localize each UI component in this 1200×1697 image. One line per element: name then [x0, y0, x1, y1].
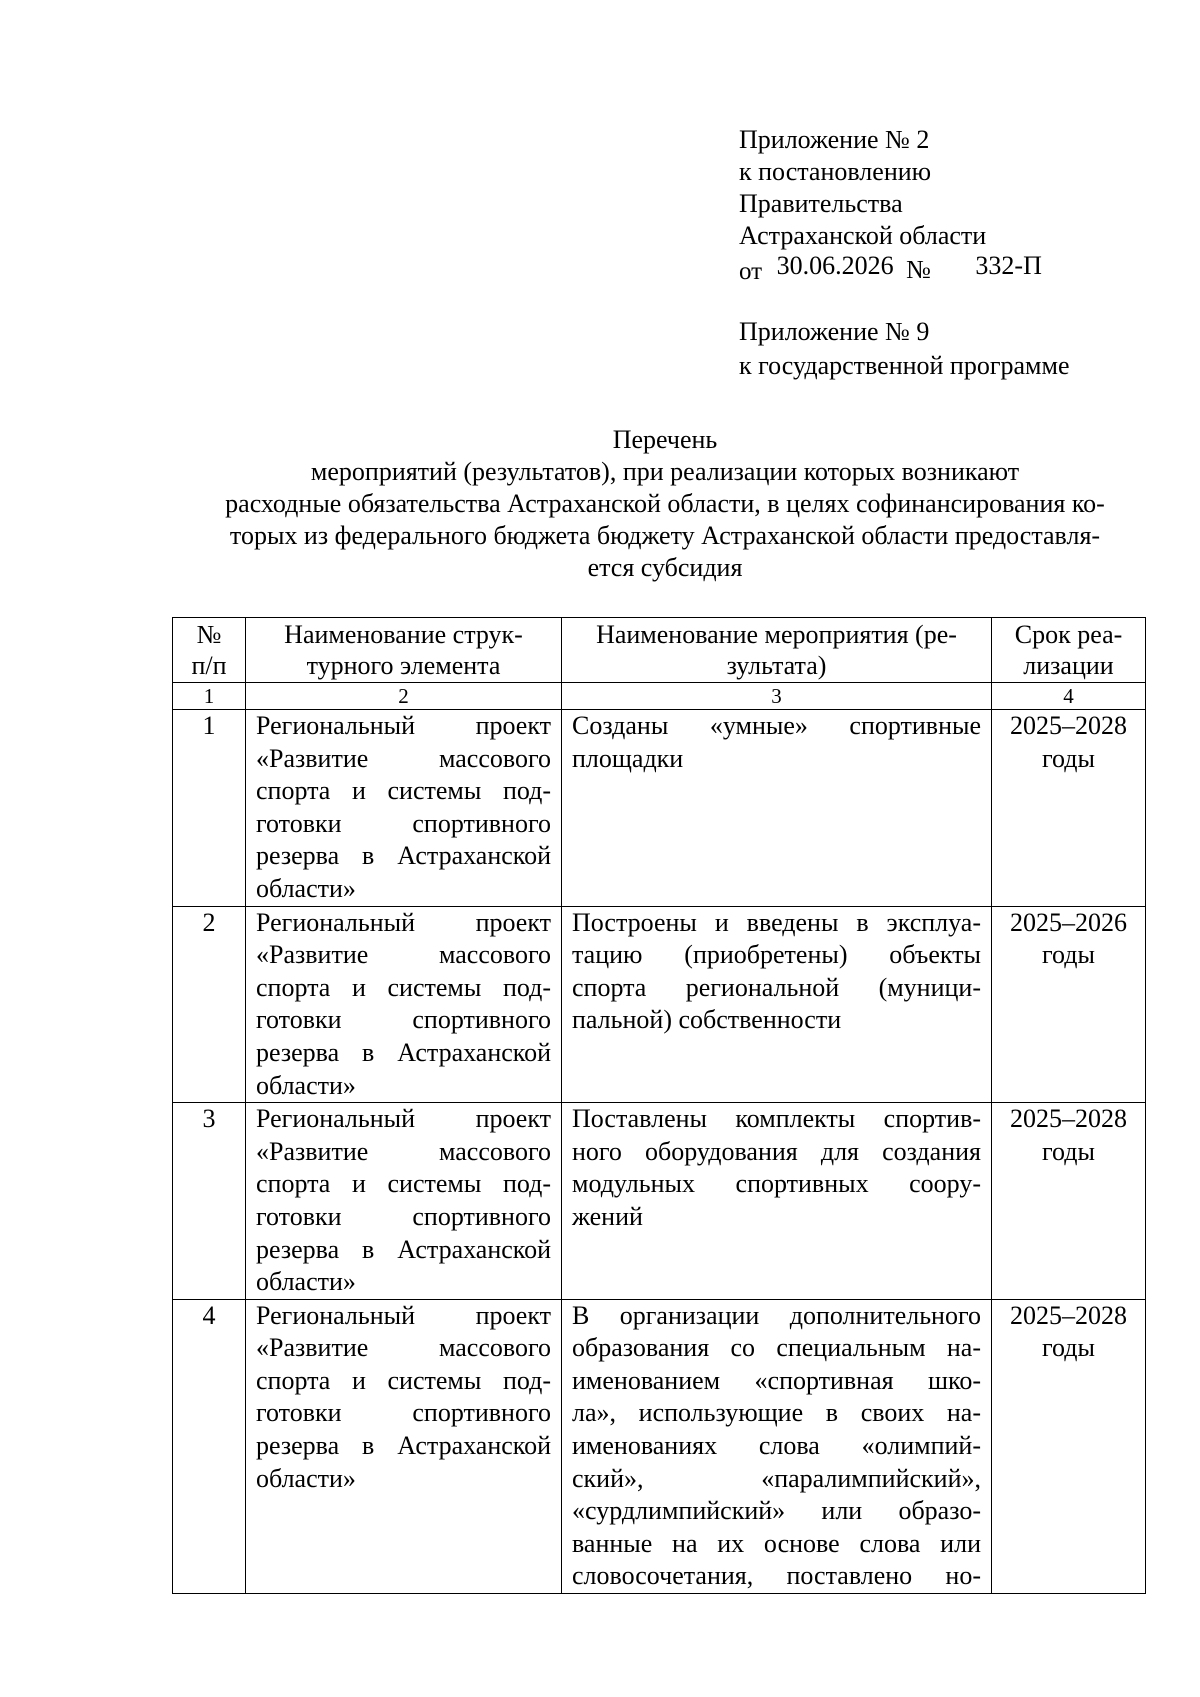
table-row — [173, 710, 1146, 907]
row-number-cell — [173, 1299, 246, 1593]
structural-element-line: готовки спортивного — [256, 1005, 551, 1035]
structural-element-line: области» — [256, 1070, 356, 1100]
row-number: 2 — [202, 907, 216, 937]
structural-element-line: резерва в Астраханской — [256, 1234, 551, 1264]
header-cell-measure — [562, 618, 992, 683]
structural-element-line: спорта и системы под- — [256, 972, 551, 1002]
measure-line: именованием «спортивная шко- — [572, 1365, 981, 1395]
table-header-row — [173, 618, 1146, 683]
structural-element-line: «Развитие массового — [256, 940, 551, 970]
table-row — [173, 1103, 1146, 1300]
term-cell — [992, 1299, 1146, 1593]
row-number-cell — [173, 1103, 246, 1300]
structural-element-cell — [246, 1103, 562, 1300]
structural-element-line: спорта и системы под- — [256, 1365, 551, 1395]
appendix-line: к государственной программе — [739, 351, 1070, 380]
title-line: Перечень — [612, 425, 718, 454]
measure-cell — [562, 906, 992, 1103]
structural-element-line: готовки спортивного — [256, 1398, 551, 1428]
appendix-line: Правительства — [739, 189, 903, 218]
structural-element-line: Региональный проект — [256, 711, 551, 740]
decree-number-sign: № — [906, 255, 931, 284]
header-text: Наименование струк- — [284, 620, 523, 649]
structural-element-line: готовки спортивного — [256, 808, 551, 838]
measure-line: тацию (приобретены) объекты — [572, 940, 981, 970]
term-cell — [992, 710, 1146, 907]
structural-element-line: резерва в Астраханской — [256, 841, 551, 871]
measure-line: Поставлены комплекты спортив- — [572, 1104, 981, 1134]
structural-element-line: готовки спортивного — [256, 1201, 551, 1231]
column-number: 4 — [992, 683, 1146, 710]
structural-element-line: «Развитие массового — [256, 1136, 551, 1166]
term-line: 2025–2028 — [1010, 1104, 1127, 1134]
header-cell-number — [173, 618, 246, 683]
term-line: 2025–2028 — [1010, 711, 1127, 740]
measure-line: модульных спортивных соору- — [572, 1169, 981, 1199]
term-line: годы — [1042, 940, 1095, 970]
structural-element-cell — [246, 710, 562, 907]
title-line: торых из федерального бюджета бюджету Астраханской области предоставля- — [229, 521, 1101, 550]
measure-line: спорта региональной (муници- — [572, 972, 981, 1002]
measure-line: «сурдлимпийский» или образо- — [572, 1496, 981, 1526]
appendix-line: к постановлению — [739, 157, 932, 186]
measure-line: В организации дополнительного — [572, 1300, 981, 1330]
measure-line: площадки — [572, 743, 684, 773]
measure-cell — [562, 1103, 992, 1300]
structural-element-line: области» — [256, 873, 356, 903]
column-number: 2 — [246, 683, 562, 710]
measure-line: ла», использующие в своих на- — [572, 1398, 981, 1428]
decree-reference — [739, 250, 1042, 283]
structural-element-line: спорта и системы под- — [256, 1169, 551, 1199]
title-line: расходные обязательства Астраханской области, в целях софинансирования ко- — [225, 489, 1105, 518]
measure-cell — [562, 1299, 992, 1593]
appendix-line: Приложение № 9 — [739, 317, 930, 346]
measure-line: жений — [572, 1201, 643, 1231]
measure-line: словосочетания, поставлено но- — [572, 1561, 981, 1591]
header-cell-element — [246, 618, 562, 683]
structural-element-cell — [246, 906, 562, 1103]
structural-element-cell — [246, 1299, 562, 1593]
measure-line: пальной) собственности — [572, 1005, 842, 1035]
term-line: годы — [1042, 1136, 1095, 1166]
measure-cell — [562, 710, 992, 907]
measure-line: ванные на их основе слова или — [572, 1528, 981, 1558]
structural-element-line: резерва в Астраханской — [256, 1431, 551, 1461]
term-cell — [992, 906, 1146, 1103]
header-text: Срок реа- — [1014, 620, 1123, 649]
measure-line: ский», «паралимпийский», — [572, 1463, 981, 1493]
column-number: 3 — [562, 683, 992, 710]
row-number-cell — [173, 710, 246, 907]
term-cell — [992, 1103, 1146, 1300]
term-line: 2025–2028 — [1010, 1300, 1127, 1330]
structural-element-line: Региональный проект — [256, 1300, 551, 1330]
row-number-cell — [173, 906, 246, 1103]
table-row — [173, 906, 1146, 1103]
structural-element-line: «Развитие массового — [256, 743, 551, 773]
structural-element-line: Региональный проект — [256, 1104, 551, 1134]
term-line: 2025–2026 — [1010, 907, 1127, 937]
measures-table — [172, 617, 1146, 1594]
structural-element-line: спорта и системы под- — [256, 776, 551, 806]
header-text: п/п — [191, 651, 227, 680]
header-text: Наименование мероприятия (ре- — [596, 620, 957, 649]
appendix-line: Астраханской области — [739, 221, 987, 250]
measure-line: Построены и введены в эксплуа- — [572, 907, 981, 937]
term-line: годы — [1042, 743, 1095, 773]
structural-element-line: резерва в Астраханской — [256, 1037, 551, 1067]
decree-number: 332-П — [975, 251, 1042, 280]
measure-line: ного оборудования для создания — [572, 1136, 981, 1166]
row-number: 1 — [202, 711, 216, 740]
term-line: годы — [1042, 1333, 1095, 1363]
structural-element-line: области» — [256, 1463, 356, 1493]
title-line: мероприятий (результатов), при реализации которых возникают — [310, 457, 1020, 486]
column-number: 1 — [173, 683, 246, 710]
measure-line: именованиях слова «олимпий- — [572, 1431, 981, 1461]
header-text: лизации — [1023, 651, 1114, 680]
measure-line: Созданы «умные» спортивные — [572, 711, 981, 740]
structural-element-line: Региональный проект — [256, 907, 551, 937]
header-text: зультата) — [726, 651, 827, 680]
title-line: ется субсидия — [587, 553, 743, 582]
table-row — [173, 1299, 1146, 1593]
decree-date: 30.06.2026 — [776, 251, 894, 280]
row-number: 3 — [202, 1104, 216, 1134]
column-number-row — [173, 683, 1146, 710]
appendix-line: Приложение № 2 — [739, 125, 930, 154]
header-text: турного элемента — [306, 651, 501, 680]
structural-element-line: области» — [256, 1267, 356, 1297]
decree-prefix: от — [739, 258, 763, 285]
structural-element-line: «Развитие массового — [256, 1333, 551, 1363]
header-text: № — [196, 620, 222, 649]
measure-line: образования со специальным на- — [572, 1333, 981, 1363]
row-number: 4 — [202, 1300, 216, 1330]
header-cell-term — [992, 618, 1146, 683]
